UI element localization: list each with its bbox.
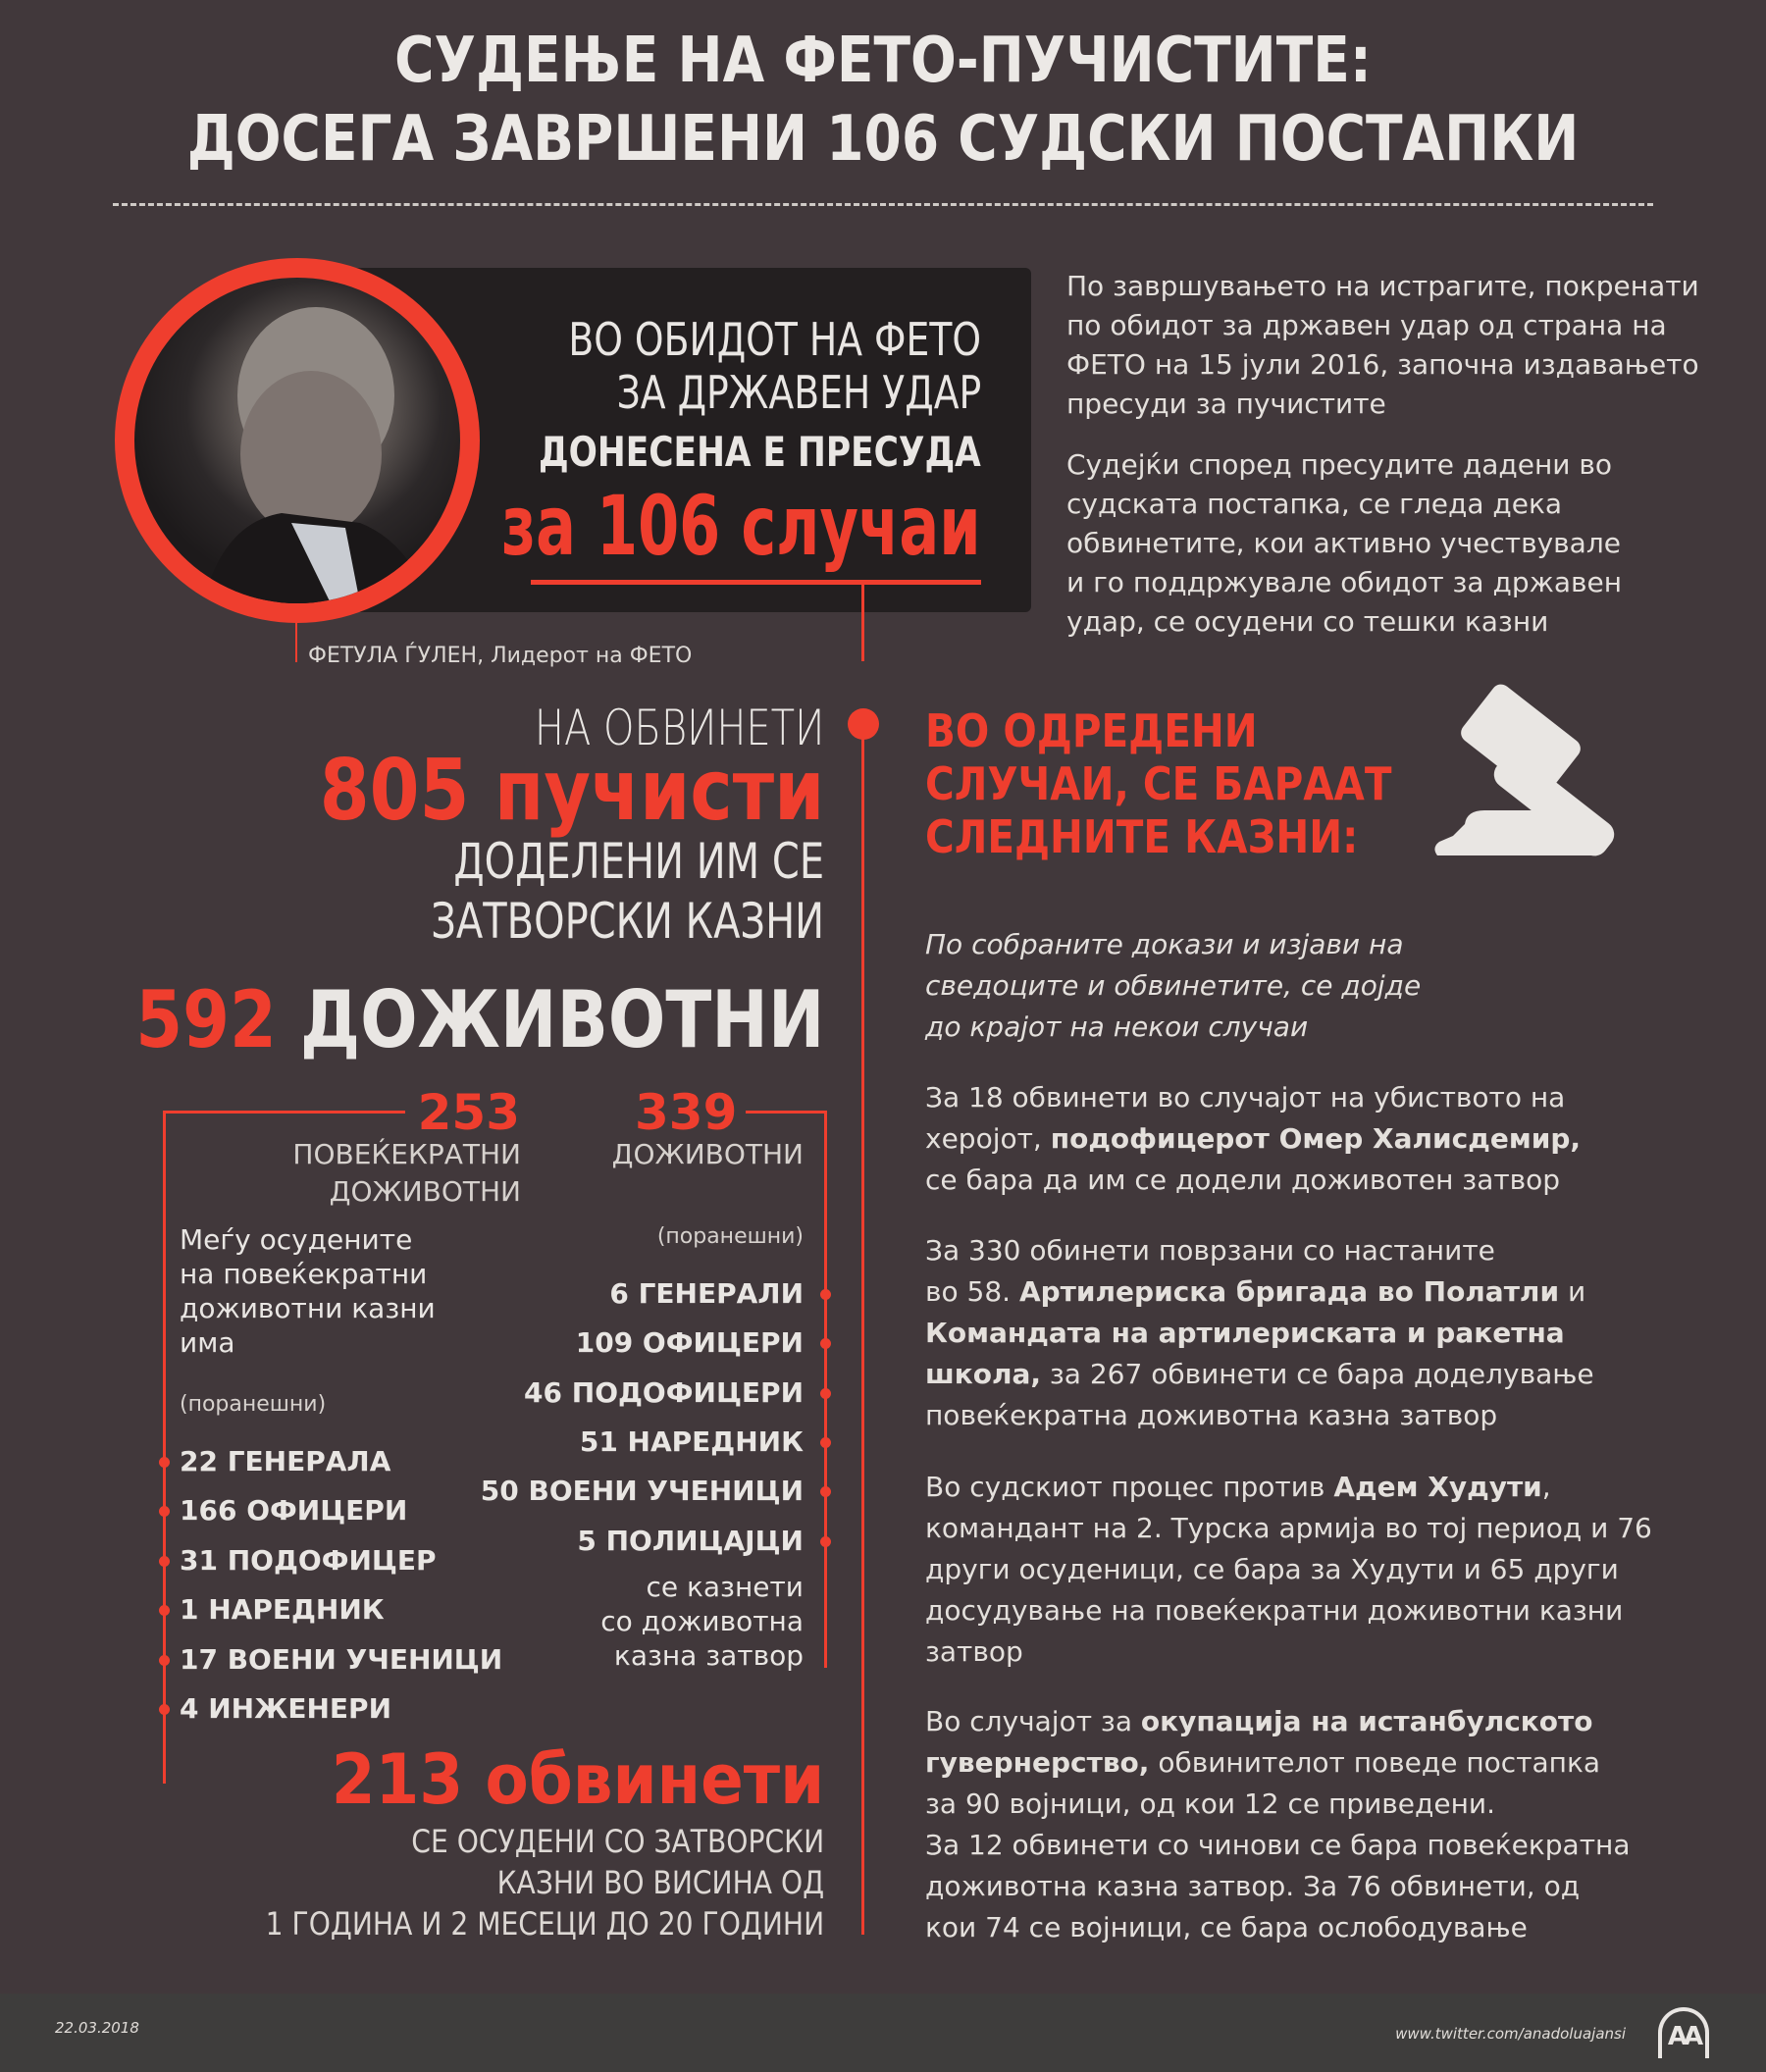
- text-part: обвинителот поведе постапка: [1149, 1746, 1601, 1779]
- timeline-line: [861, 736, 864, 1935]
- text-line: Меѓу осудените: [180, 1223, 413, 1256]
- list-item: 50 ВОЕНИ УЧЕНИЦИ: [480, 1475, 804, 1507]
- text-bold: Адем Худути: [1333, 1471, 1542, 1503]
- portrait-photo: [134, 278, 460, 603]
- text-line: По завршувањето на истрагите, покренати: [1066, 270, 1699, 302]
- text-bold: окупација на истанбулското: [1140, 1705, 1593, 1737]
- text-bold: гувернерство,: [925, 1746, 1150, 1779]
- text-line: доживотни казни: [180, 1292, 436, 1324]
- title-line-2: ДОСЕГА ЗАВРШЕНИ 106 СУДСКИ ПОСТАПКИ: [186, 103, 1580, 176]
- bullet-dot: [820, 1437, 831, 1448]
- text-line: сведоците и обвинетите, се дојде: [925, 969, 1422, 1002]
- heading-line: СЛУЧАИ, СЕ БАРААТ: [925, 757, 1392, 810]
- list-item: 31 ПОДОФИЦЕР: [180, 1544, 437, 1577]
- feature-line-3: ДОНЕСЕНА Е ПРЕСУДА: [539, 428, 981, 476]
- text-line: [925, 1701, 1630, 1742]
- list-item: 1 НАРЕДНИК: [180, 1593, 385, 1626]
- gavel-icon: [1428, 667, 1673, 878]
- footer-date: 22.03.2018: [55, 2019, 139, 2037]
- feature-cases: за 106 случаи: [501, 478, 981, 574]
- person-silhouette-icon: [134, 278, 460, 603]
- text-line: повеќекратна доживотна казна затвор: [925, 1399, 1498, 1431]
- list-item: 6 ГЕНЕРАЛИ: [609, 1277, 804, 1310]
- feature-line-2: ЗА ДРЖАВЕН УДАР: [616, 366, 981, 419]
- text-line: 1 ГОДИНА И 2 МЕСЕЦИ ДО 20 ГОДИНИ: [265, 1905, 824, 1942]
- life-count: 592: [134, 974, 277, 1065]
- text-line: се казнети: [646, 1571, 804, 1603]
- bracket-top-right: [746, 1111, 827, 1114]
- timeline-top: [861, 585, 864, 661]
- intro-paragraph-2: [1066, 445, 1622, 642]
- text-line: на повеќекратни: [180, 1258, 428, 1290]
- text-bold: Командата на артилериската и ракетна: [925, 1317, 1565, 1349]
- list-item: 5 ПОЛИЦАЈЦИ: [577, 1525, 804, 1557]
- life-label: ДОЖИВОТНИ: [299, 974, 825, 1065]
- list-item: 109 ОФИЦЕРИ: [575, 1326, 804, 1359]
- feature-underline: [531, 580, 981, 585]
- bullet-dot: [159, 1704, 170, 1715]
- text-part: Во случајот за: [925, 1705, 1141, 1737]
- list-item: 46 ПОДОФИЦЕРИ: [524, 1376, 804, 1409]
- list-item: 166 ОФИЦЕРИ: [180, 1494, 408, 1527]
- caption-line: [295, 621, 297, 662]
- text-part: херојот,: [925, 1122, 1051, 1155]
- twitter-link[interactable]: www.twitter.com/anadoluajansi: [1395, 2025, 1626, 2043]
- text-line: казна затвор: [613, 1639, 804, 1672]
- text-line: по обидот за државен удар од страна на: [1066, 309, 1667, 341]
- anadolu-logo: AA: [1658, 2007, 1709, 2058]
- multi-description: [180, 1222, 436, 1360]
- text-line: [925, 1118, 1581, 1160]
- text-line: КАЗНИ ВО ВИСИНА ОД: [496, 1864, 824, 1901]
- heading-line: ВО ОДРЕДЕНИ: [925, 704, 1258, 757]
- list-item: 4 ИНЖЕНЕРИ: [180, 1692, 392, 1725]
- text-line: За 330 обинети поврзани со настаните: [925, 1234, 1495, 1267]
- text-line: [925, 1742, 1630, 1784]
- single-life-label: ДОЖИВОТНИ: [611, 1138, 804, 1170]
- text-line: се бара да им се додели доживотен затвор: [925, 1164, 1561, 1196]
- bullet-dot: [820, 1536, 831, 1547]
- bullet-dot: [820, 1289, 831, 1300]
- text-line: удар, се осудени со тешки казни: [1066, 605, 1549, 638]
- text-line: до крајот на некои случаи: [925, 1010, 1309, 1043]
- text-line: обвинетите, кои активно учествувале: [1066, 527, 1621, 559]
- text-line: со доживотна: [600, 1605, 804, 1637]
- bullet-dot: [159, 1605, 170, 1616]
- intro-paragraph-1: [1066, 267, 1699, 424]
- text-line: ФЕТО на 15 јули 2016, започна издавањето: [1066, 348, 1699, 381]
- text-line: [925, 1467, 1652, 1508]
- text-line: По собраните докази и изјави на: [925, 928, 1404, 960]
- bullet-dot: [159, 1506, 170, 1517]
- text-line: судската постапка, се гледа дека: [1066, 488, 1563, 520]
- text-line: За 12 обвинети со чинови се бара повеќекратна: [925, 1829, 1631, 1861]
- case-istanbul-governorship: [925, 1701, 1630, 1948]
- text-line: пресуди за пучистите: [1066, 388, 1386, 420]
- text-line: доживотна казна затвор. За 76 обвинети, од: [925, 1870, 1581, 1902]
- bullet-dot: [159, 1655, 170, 1666]
- text-part: и: [1559, 1275, 1586, 1308]
- text-line: затвор: [925, 1635, 1023, 1668]
- text-line: и го поддржувале обидот за државен: [1066, 566, 1623, 598]
- multi-life-label-1: ПОВЕЌЕКРАТНИ: [292, 1138, 521, 1170]
- list-item: 17 ВОЕНИ УЧЕНИЦИ: [180, 1643, 503, 1676]
- text-line: други осуденици, се бара за Худути и 65 други: [925, 1553, 1619, 1585]
- bullet-dot: [820, 1486, 831, 1497]
- multi-former-note: (поранешни): [180, 1392, 327, 1417]
- text-line: [925, 1271, 1594, 1313]
- other-convicted-count: 213 обвинети: [331, 1739, 824, 1820]
- heading-line: СЛЕДНИТЕ КАЗНИ:: [925, 810, 1359, 863]
- text-line: [925, 1354, 1594, 1395]
- text-line: командант на 2. Турска армија во тој период и 76: [925, 1512, 1652, 1544]
- portrait-caption: ФЕТУЛА ЃУЛЕН, Лидерот на ФЕТО: [308, 644, 693, 668]
- single-life-count: 339: [635, 1084, 738, 1141]
- case-hududi: [925, 1467, 1652, 1673]
- feature-line-1: ВО ОБИДОТ НА ФЕТО: [568, 313, 981, 366]
- text-part: во 58.: [925, 1275, 1019, 1308]
- text-part: Во судскиот процес против: [925, 1471, 1334, 1503]
- text-line: СЕ ОСУДЕНИ СО ЗАТВОРСКИ: [411, 1823, 824, 1860]
- bullet-dot: [820, 1338, 831, 1349]
- single-former-note: (поранешни): [656, 1224, 804, 1249]
- text-part: ,: [1541, 1471, 1551, 1503]
- life-sentences: [135, 971, 824, 1069]
- multi-life-label-2: ДОЖИВОТНИ: [329, 1175, 521, 1208]
- case-polatli: [925, 1230, 1594, 1436]
- text-line: [925, 1313, 1594, 1354]
- bullet-dot: [159, 1556, 170, 1567]
- italic-note: [925, 924, 1421, 1048]
- text-bold: школа,: [925, 1358, 1042, 1390]
- multi-life-count: 253: [417, 1084, 520, 1141]
- list-item: 51 НАРЕДНИК: [579, 1425, 804, 1458]
- charged-value: 805 пучисти: [319, 742, 824, 840]
- charged-label: НА ОБВИНЕТИ: [534, 699, 824, 756]
- requested-sentences-heading: [925, 704, 1392, 863]
- bullet-dot: [159, 1457, 170, 1468]
- other-convicted-description: [265, 1821, 824, 1944]
- title-line-1: СУДЕЊЕ НА ФЕТО-ПУЧИСТИТЕ:: [394, 25, 1372, 97]
- text-line: за 90 војници, од кои 12 се приведени.: [925, 1787, 1496, 1820]
- title-divider: [113, 203, 1653, 206]
- list-item: 22 ГЕНЕРАЛА: [180, 1445, 391, 1477]
- text-line: кои 74 се војници, се бара ослободување: [925, 1911, 1528, 1943]
- text-line: има: [180, 1326, 235, 1359]
- bracket-top-left: [163, 1111, 405, 1114]
- bullet-dot: [820, 1388, 831, 1399]
- text-line: Судејќи според пресудите дадени во: [1066, 448, 1612, 481]
- text-bold: Артилериска бригада во Полатли: [1018, 1275, 1560, 1308]
- assigned-line-1: ДОДЕЛЕНИ ИМ СЕ: [453, 833, 824, 890]
- text-line: досудување на повеќекратни доживотни казни: [925, 1594, 1624, 1627]
- assigned-line-2: ЗАТВОРСКИ КАЗНИ: [431, 893, 824, 950]
- text-line: За 18 обвинети во случајот на убиството на: [925, 1081, 1566, 1114]
- bracket-left: [163, 1111, 166, 1784]
- text-part: за 267 обвинети се бара доделување: [1041, 1358, 1594, 1390]
- single-description: [600, 1570, 804, 1673]
- case-halisdemir: [925, 1077, 1581, 1201]
- text-bold: подофицерот Омер Халисдемир,: [1050, 1122, 1582, 1155]
